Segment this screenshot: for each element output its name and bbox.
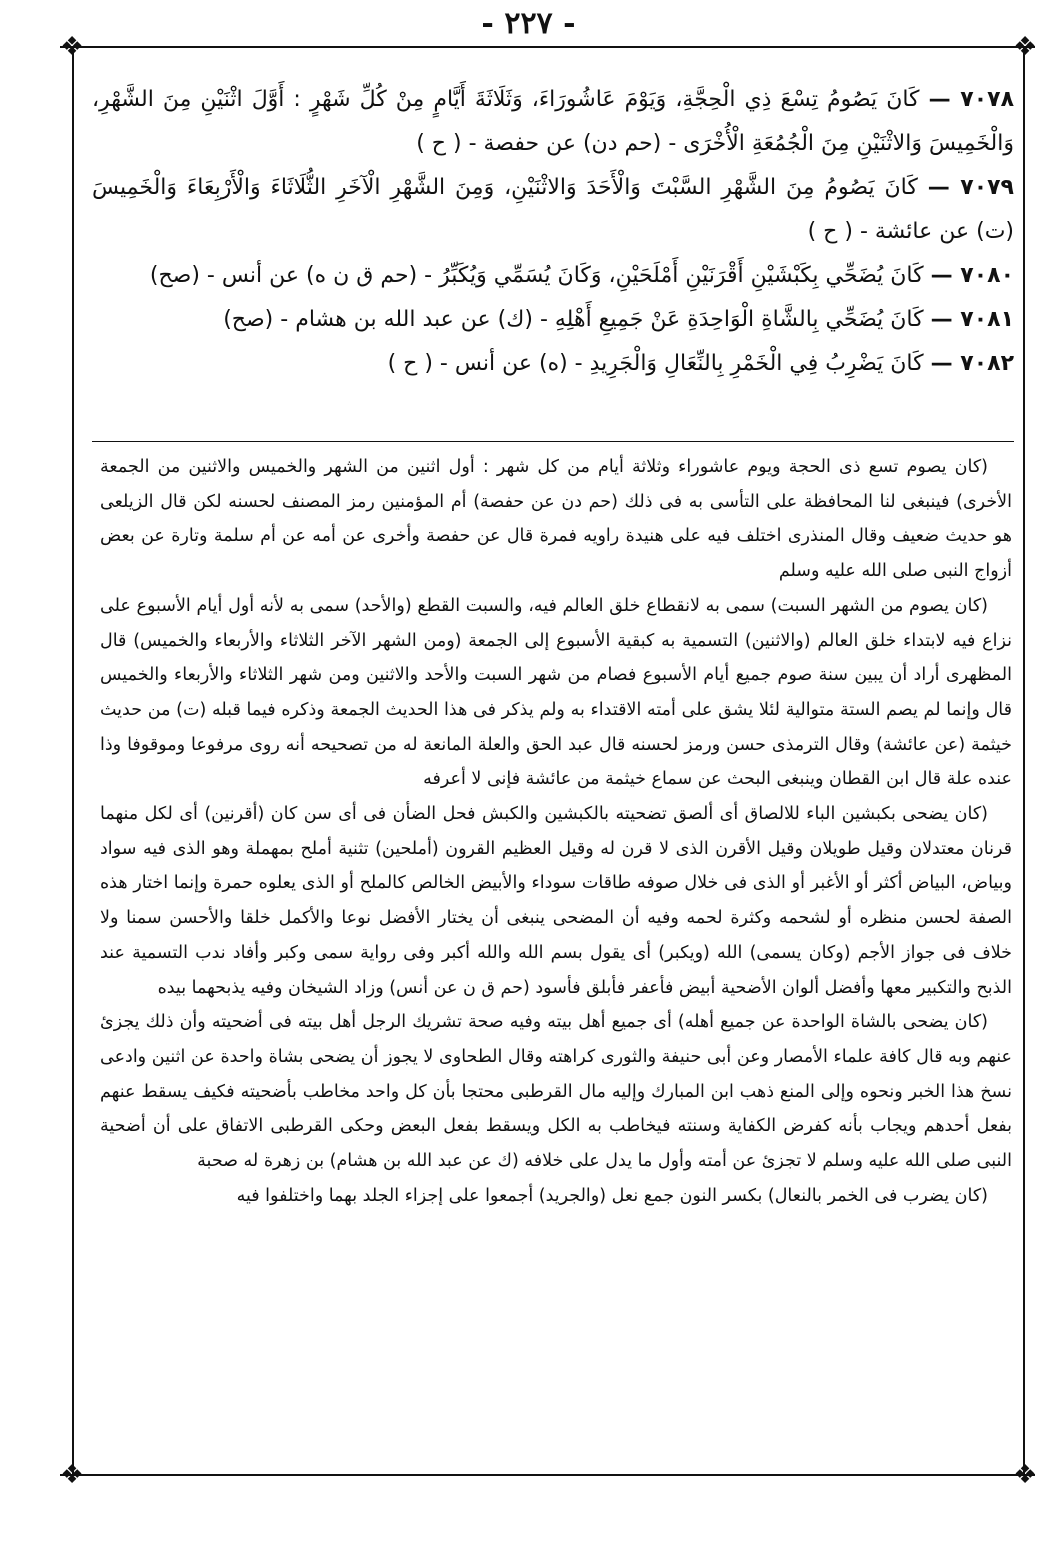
commentary-paragraph: (كان يضحى بكبشين الباء للالصاق أى ألصق تضحيته بالكبشين والكبش فحل الضأن فى أى سن كان (أقرنين) أى لكل منهما قرنان معتدلان وقيل طويلان وقيل الأقرن الذى لا قرن له وقيل العظيم القرون (أملحين) تثنية أملح بمهملة وهو الذى فيه سواد وبياض، البياض أكثر أو الأغبر أو الذى فى خلال صوفه طاقات سوداء والأبيض الخالص كالملح أو الذى يعلوه حمرة وإنما اختار هذه الصفة لحسن منظره أو لشحمه وكثرة لحمه وفيه أن المضحى ينبغى أن يختار الأفضل نوعا والأكمل خلقا والأحسن سمنا ولا خلاف فى جواز الأجم (وكان يسمى) الله (ويكبر) أى يقول بسم الله والله أكبر وفى رواية سمى وكبر وأفاد ندب التسمية عند الذبح والتكبير معها وأفضل ألوان الأضحية أبيض فأعفر فأبلق فأسود (حم ق ن عن أنس) وزاد الشيخان وفيه يذبحهما بيده — [100, 804, 1012, 998]
hadith-text: كَانَ يُضَحِّي بِالشَّاةِ الْوَاحِدَةِ عَنْ جَمِيعِ أَهْلِهِ - (ك) عن عبد الله بن هشام - (صح) — [223, 307, 924, 332]
hadith-text: كَانَ يَصُومُ تِسْعَ ذِي الْحِجَّةِ، وَيَوْمَ عَاشُورَاءَ، وَثَلَاثَةَ أَيَّامٍ مِنْ كُلِّ شَهْرٍ : أَوَّلَ اثْنَيْنِ مِنَ الشَّهْرِ، وَالْخَمِيسَ وَالاثْنَيْنِ مِنَ الْجُمُعَةِ الْأُخْرَى - (حم دن) عن حفصة - ( ح ) — [92, 87, 1014, 156]
corner-ornament-icon: ❖ — [60, 1460, 84, 1490]
hadith-7082 — [92, 342, 1014, 386]
corner-ornament-icon: ❖ — [1013, 1460, 1037, 1490]
commentary-paragraph: (كان يصوم تسع ذى الحجة ويوم عاشوراء وثلاثة أيام من كل شهر : أول اثنين من الشهر والخميس والاثنين من الجمعة الأخرى) فينبغى لنا المحافظة على التأسى به فى ذلك (حم دن عن حفصة) أم المؤمنين رمز المصنف لحسنه لكن قال الزيلعى هو حديث ضعيف وقال المنذرى اختلف فيه على هنيدة راويه فمرة قال عن حفصة وأخرى عن أمه عن أم سلمة وتارة عن بعض أزواج النبى صلى الله عليه وسلم — [100, 457, 1012, 582]
hadith-number: ٧٠٨١ — — [930, 307, 1014, 332]
hadith-text: كَانَ يَضْرِبُ فِي الْخَمْرِ بِالنِّعَالِ وَالْجَرِيدِ - (ه) عن أنس - ( ح ) — [387, 351, 924, 376]
corner-ornament-icon: ❖ — [60, 32, 84, 62]
commentary-paragraph: (كان يصوم من الشهر السبت) سمى به لانقطاع خلق العالم فيه، والسبت القطع (والأحد) سمى به لأنه أول أيام الأسبوع على نزاع فيه لابتداء خلق العالم (والاثنين) التسمية به كبقية الأسبوع إلى الجمعة (ومن الشهر الآخر الثلاثاء والأربعاء والخميس) قال المظهرى أراد أن يبين سنة صوم جميع أيام الأسبوع فصام من شهر السبت والأحد والاثنين ومن شهر الثلاثاء والأربعاء والخميس قال وإنما لم يصم الستة متوالية لئلا يشق على أمته الاقتداء به ولم يذكر فى هذا الحديث الجمعة وذكره فيما قبله (ت) من حديث خيثمة (عن عائشة) وقال الترمذى حسن ورمز لحسنه قال عبد الحق والعلة المانعة له من تصحيحه أنه روى مرفوعا وموقوفا وذا عنده علة قال ابن القطان وينبغى البحث عن سماع خيثمة من عائشة فإنى لا أعرفه — [100, 595, 1012, 790]
hadith-7081 — [92, 298, 1014, 342]
hadith-number: ٧٠٨٠ — — [930, 263, 1014, 288]
commentary-paragraph: (كان يضحى بالشاة الواحدة عن جميع أهله) أى جميع أهل بيته وفيه صحة تشريك الرجل أهل بيته فى أضحيته وأن ذلك يجزئ عنهم وبه قال كافة علماء الأمصار وعن أبى حنيفة والثورى كراهته وقال الطحاوى لا يجوز أن يضحى بشاة واحدة عن اثنين وادعى نسخ هذا الخبر ونحوه وإلى المنع ذهب ابن المبارك وإليه مال القرطبى محتجا بأن كل واحد مخاطب بأضحيته فكيف يسقط عنهم بفعل أحدهم ويجاب بأنه كفرض الكفاية وسنته فيخاطب به الكل ويسقط بفعل البعض وحكى القرطبى الاتفاق على أن أضحية النبى صلى الله عليه وسلم لا تجزئ عن أمته وأول ما يدل على خلافه (ك عن عبد الله بن هشام) بن زهرة له صحبة — [100, 1012, 1012, 1172]
hadith-7080 — [92, 254, 1014, 298]
hadith-number: ٧٠٧٨ — — [928, 87, 1014, 112]
hadith-7078 — [92, 78, 1014, 166]
hadith-number: ٧٠٧٩ — — [927, 175, 1014, 200]
commentary-paragraph: (كان يضرب فى الخمر بالنعال) بكسر النون جمع نعل (والجريد) أجمعوا على إجزاء الجلد بهما واختلفوا فيه — [236, 1185, 988, 1206]
hadith-7079 — [92, 166, 1014, 254]
corner-ornament-icon: ❖ — [1013, 32, 1037, 62]
hadith-text: كَانَ يُضَحِّي بِكَبْشَيْنِ أَقْرَنَيْنِ أَمْلَحَيْنِ، وَكَانَ يُسَمِّي وَيُكَبِّرُ - (حم ق ن ه) عن أنس - (صح) — [149, 263, 924, 288]
commentary-section — [100, 450, 1012, 1213]
hadith-text: كَانَ يَصُومُ مِنَ الشَّهْرِ السَّبْتَ وَالْأَحَدَ وَالاثْنَيْنِ، وَمِنَ الشَّهْرِ الْآخَرِ الثُّلَاثَاءَ وَالْأَرْبِعَاءَ وَالْخَمِيسَ (ت) عن عائشة - ( ح ) — [92, 175, 1014, 244]
section-divider — [92, 441, 1014, 442]
page-number: - ٢٢٧ - — [481, 6, 576, 41]
hadith-number: ٧٠٨٢ — — [930, 351, 1014, 376]
hadith-list — [92, 78, 1014, 386]
